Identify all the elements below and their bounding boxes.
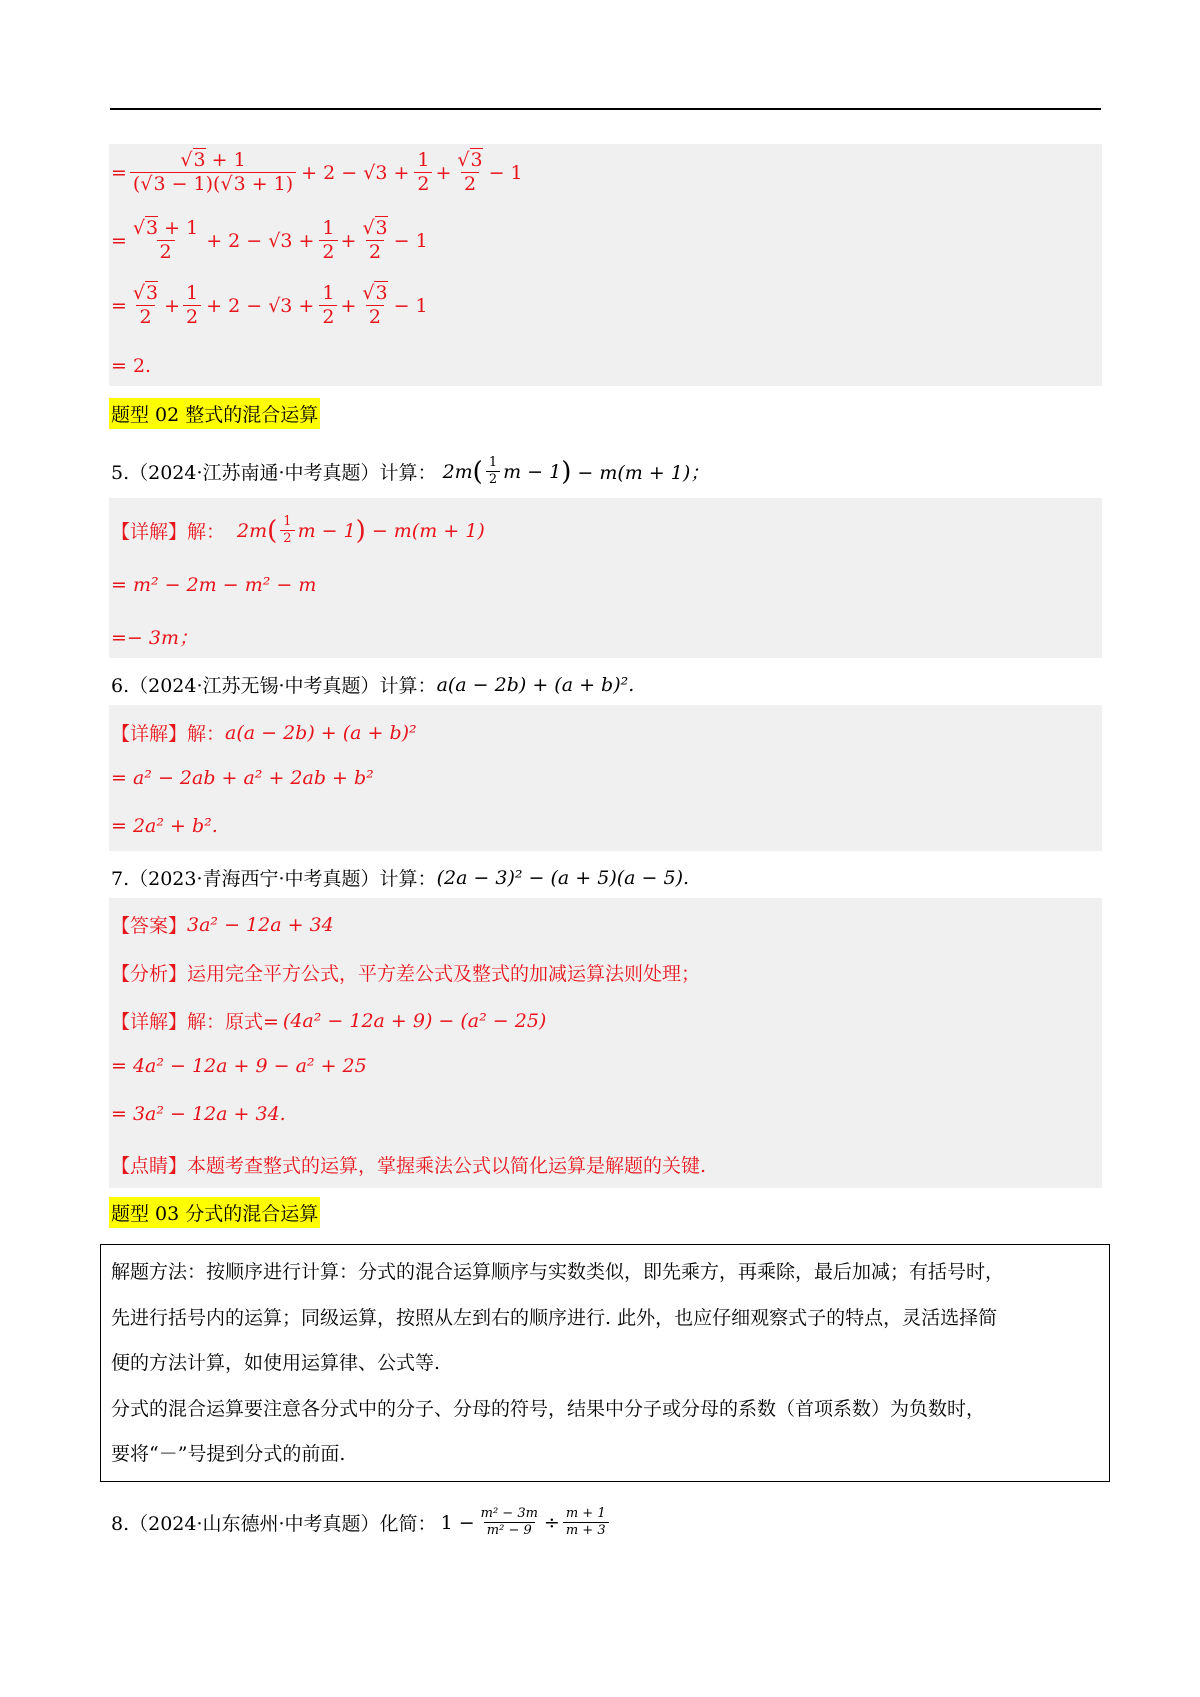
fraction: $\frac{1}{2}$ (280, 515, 294, 547)
fraction (478, 1507, 541, 1539)
solution-expression: (4a² − 12a + 9) − (a² − 25) (282, 1009, 547, 1032)
q7-solution-line-3: = 3a² − 12a + 34. (111, 1103, 286, 1125)
method-line-5: 要将“－”号提到分式的前面. (111, 1443, 346, 1465)
method-line-3: 便的方法计算，如使用运算律、公式等. (111, 1352, 441, 1374)
fraction: $\frac{1}{2}$ (183, 283, 201, 329)
q5-solution-line-2: = m² − 2m − m² − m (111, 574, 317, 596)
q7-analysis (111, 959, 700, 986)
method-line-1: 解题方法：按顺序进行计算：分式的混合运算顺序与实数类似，即先乘方，再乘除，最后加减；有括号时， (111, 1261, 1005, 1283)
fraction-denominator: m² − 9 (484, 1522, 535, 1539)
q7-solution-block (109, 898, 1102, 1188)
fraction: $\frac{√3}{2}$ (362, 217, 388, 263)
q7-answer (111, 911, 334, 938)
fraction: $\frac{1}{2}$ (414, 150, 432, 196)
fraction-denominator: m + 3 (563, 1522, 609, 1539)
method-line-4: 分式的混合运算要注意各分式中的分子、分母的符号，结果中分子或分母的系数（首项系数）为负数时， (111, 1398, 986, 1420)
prev-solution-line-3: = $\frac{√3}{2}$ + $\frac{1}{2}$ + 2 − √3 + $\frac{1}{2}$ + $\frac{√3}{2}$ − 1 (111, 282, 428, 328)
section-label: 题型 03 分式的混合运算 (109, 1197, 320, 1228)
divide-sign: ÷ (543, 1511, 560, 1534)
q7-comment (111, 1151, 706, 1178)
fraction: $\frac{√3 + 1}{2}$ (132, 217, 199, 263)
fraction (563, 1507, 609, 1539)
solution-expression: a(a − 2b) + (a + b)² (225, 721, 417, 744)
question-stem: 5.（2024·江苏南通·中考真题）计算： (111, 462, 437, 485)
fraction-numerator: m² − 3m (480, 1506, 538, 1521)
question-7 (111, 864, 689, 891)
expr-text: + 2 − √3 + (301, 161, 410, 184)
fraction: $\frac{√3}{2}$ (362, 282, 388, 328)
expression-tail: − m(m + 1) (371, 519, 485, 542)
expr-text: + 2 − √3 + (206, 229, 315, 252)
q5-solution-line-1: 【详解】解： 2m ( $\frac{1}{2}$ m − 1 ) − m(m + 1) (111, 514, 485, 546)
expression-tail: − m(m + 1)； (577, 462, 710, 485)
prev-solution-line-2: = $\frac{√3 + 1}{2}$ + 2 − √3 + $\frac{1}{2}$ + $\frac{√3}{2}$ − 1 (111, 217, 428, 263)
method-box (100, 1244, 1110, 1482)
prev-solution-line-1: = $\frac{√3 + 1}{(√3 - 1)(√3 + 1)}$ + 2 − √3 + $\frac{1}{2}$ + $\frac{√3}{2}$ − 1 (111, 149, 523, 195)
comment-text: 本题考查整式的运算，掌握乘法公式以简化运算是解题的关键. (187, 1155, 707, 1177)
section-heading-03 (109, 1197, 320, 1228)
fraction: $\frac{√3 + 1}{(√3 - 1)(√3 + 1)}$ (130, 150, 296, 196)
comment-label: 【点睛】 (111, 1155, 188, 1177)
analysis-label: 【分析】 (111, 963, 188, 985)
solution-label: 【详解】解：原式= (111, 1011, 279, 1033)
q6-solution-line-3: = 2a² + b². (111, 815, 218, 837)
section-heading-02 (109, 398, 320, 429)
solution-label: 【详解】解： (111, 521, 226, 544)
fraction-numerator: m + 1 (565, 1506, 606, 1521)
q7-solution-line-2: = 4a² − 12a + 9 − a² + 25 (111, 1055, 367, 1077)
q5-solution-line-3: =− 3m； (111, 627, 198, 649)
prev-solution-line-4: = 2. (111, 355, 152, 377)
q6-solution-line-2: = a² − 2ab + a² + 2ab + b² (111, 767, 374, 789)
solution-label: 【详解】解： (111, 723, 226, 745)
expr-lead: 1 − (440, 1511, 475, 1534)
fraction: $\frac{√3}{2}$ (132, 282, 159, 328)
q7-solution-line-1 (111, 1007, 546, 1034)
question-5: 5.（2024·江苏南通·中考真题）计算： 2m ( $\frac{1}{2}$ m − 1 ) − m(m + 1)； (111, 455, 710, 487)
answer-value: 3a² − 12a + 34 (187, 913, 334, 936)
header-rule (110, 108, 1101, 110)
question-stem: 8.（2024·山东德州·中考真题）化简： (111, 1513, 437, 1536)
answer-label: 【答案】 (111, 915, 188, 937)
question-8 (111, 1507, 612, 1539)
fraction: $\frac{1}{2}$ (486, 456, 500, 488)
question-expression: a(a − 2b) + (a + b)². (436, 673, 635, 696)
question-expression: (2a − 3)² − (a + 5)(a − 5). (436, 866, 690, 889)
fraction: $\frac{√3}{2}$ (457, 149, 483, 195)
fraction: $\frac{1}{2}$ (319, 283, 337, 329)
fraction: $\frac{1}{2}$ (319, 218, 337, 264)
question-stem: 6.（2024·江苏无锡·中考真题）计算： (111, 675, 437, 697)
method-line-2: 先进行括号内的运算；同级运算，按照从左到右的顺序进行. 此外，也应仔细观察式子的特点，灵活选择简 (111, 1307, 998, 1329)
analysis-text: 运用完全平方公式，平方差公式及整式的加减运算法则处理； (187, 963, 701, 985)
q6-solution-line-1 (111, 719, 417, 746)
question-stem: 7.（2023·青海西宁·中考真题）计算： (111, 868, 437, 890)
expr-text: + 2 − √3 + (206, 294, 315, 317)
question-6 (111, 671, 634, 698)
section-label: 题型 02 整式的混合运算 (109, 398, 320, 429)
